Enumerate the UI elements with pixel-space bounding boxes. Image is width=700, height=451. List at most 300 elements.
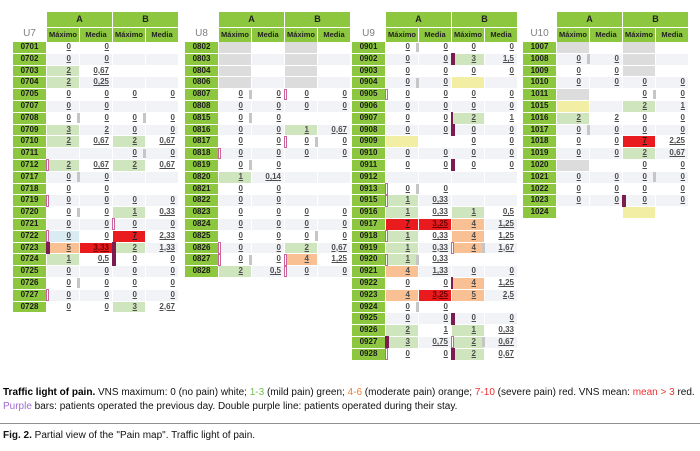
media-value: 0 [276,254,281,264]
max-cell [386,101,418,112]
column-pair-a [385,42,451,53]
patient-row [13,101,179,113]
max-value: 0 [238,124,243,134]
row-label: 0711 [13,148,46,159]
row-label: 0923 [352,290,385,301]
max-value: 0 [238,112,243,122]
media-value: 0,67 [669,148,685,158]
media-cell [80,207,112,218]
media-value: 0 [276,183,281,193]
media-value: 0 [680,89,685,99]
gray-indicator-bar [77,208,80,218]
column-pair-a [46,207,112,218]
media-value: 0 [509,124,514,134]
media-cell [252,195,284,206]
patient-row [352,349,518,361]
max-cell [47,125,79,136]
patient-row [352,136,518,148]
media-cell [419,278,451,289]
max-value: 0 [238,136,243,146]
media-value: 3,33 [93,242,109,252]
column-pair-b [112,207,178,218]
row-label: 0907 [352,113,385,124]
media-value: 0,67 [93,65,109,75]
media-cell [318,243,350,254]
row-label: 0720 [13,207,46,218]
column-pair-a [218,231,284,242]
max-cell [113,195,145,206]
media-value: 0 [509,42,514,51]
max-cell [219,184,251,195]
media-value: 0 [443,89,448,99]
max-cell [113,113,145,124]
media-cell [318,148,350,159]
column-pair-a [556,77,622,88]
max-value: 0 [471,148,476,158]
media-cell [656,113,688,124]
media-cell [485,148,517,159]
media-cell [485,290,517,301]
subcolumn-header: Máximo [219,28,251,42]
column-pair-a [385,125,451,136]
media-value: 0,67 [331,242,347,252]
max-value: 0 [304,230,309,240]
max-cell [113,54,145,65]
media-value: 0 [509,100,514,110]
media-cell [318,136,350,147]
max-value: 0 [66,230,71,240]
subcolumn-header: Media [80,28,112,42]
max-value: 0 [238,207,243,217]
gray-indicator-bar [416,255,419,265]
media-value: 0 [443,42,448,51]
fig-caption-label: Fig. 2. [3,430,32,441]
media-cell [252,42,284,53]
media-value: 0 [680,124,685,134]
unit-label: U7 [23,28,36,39]
column-pair-b [622,125,688,136]
max-cell [557,195,589,206]
column-pair-a [556,207,622,218]
media-cell [590,101,622,112]
row-label: 0722 [13,231,46,242]
patient-row [185,266,351,278]
column-pair-b [622,66,688,77]
purple-bar [112,242,116,254]
row-label: 1015 [523,101,556,112]
column-pair-a [385,254,451,265]
max-value: 0 [66,277,71,287]
media-cell [590,207,622,218]
media-cell [485,266,517,277]
max-cell [623,54,655,65]
column-pair-a [556,42,622,53]
media-cell [590,66,622,77]
column-pair-b [284,219,350,230]
column-pair-b [284,172,350,183]
row-label: 0902 [352,54,385,65]
max-cell [219,254,251,265]
column-pair-a [218,77,284,88]
unit-table-u9 [352,12,518,361]
max-value: 0 [304,100,309,110]
max-value: 0 [642,77,647,87]
column-pair-a [385,172,451,183]
column-pair-b [451,219,517,230]
column-group-header-a: A [386,12,451,27]
media-cell [419,337,451,348]
max-value: 0 [132,148,137,158]
column-pair-a [218,66,284,77]
media-value: 0 [104,42,109,51]
patient-row [13,254,179,266]
media-value: 0,5 [502,207,514,217]
patient-row [185,89,351,101]
media-value: 0 [443,301,448,311]
purple-bar [451,124,455,136]
max-value: 0 [471,159,476,169]
legend-segment: 7-10 [474,387,495,398]
row-label-spacer [523,12,556,27]
row-label: 0726 [13,278,46,289]
column-pair-a [556,101,622,112]
media-cell [419,184,451,195]
media-value: 1 [680,100,685,110]
column-pair-a [385,290,451,301]
patient-row [185,77,351,89]
gray-indicator-bar [653,172,656,182]
media-value: 0 [680,112,685,122]
patient-row [13,172,179,184]
max-value: 7 [405,218,410,228]
media-cell [656,207,688,218]
media-value: 0,67 [159,159,175,169]
media-cell [252,160,284,171]
row-label: 0718 [13,184,46,195]
row-label: 1011 [523,89,556,100]
column-pair-b [451,148,517,159]
max-value: 2 [66,159,71,169]
legend-segment: bars: patients operated the previous day. Double purple line: patients operated during their stay. [31,400,458,412]
column-pair-a [556,136,622,147]
column-pair-b [284,266,350,277]
max-cell [285,89,317,100]
column-pair-b [622,195,688,206]
media-cell [80,266,112,277]
group-header-row [185,12,351,27]
patient-row [185,160,351,172]
column-pair-a [46,243,112,254]
media-cell [419,42,451,53]
max-value: 0 [66,301,71,311]
row-label: 0721 [13,219,46,230]
media-cell [80,125,112,136]
media-value: 1,33 [159,242,175,252]
media-cell [485,184,517,195]
max-cell [285,254,317,265]
patient-row [13,195,179,207]
column-pair-b [451,42,517,53]
media-cell [318,195,350,206]
media-value: 0 [276,136,281,146]
column-pair-a [218,172,284,183]
media-value: 0 [170,195,175,205]
max-value: 0 [132,124,137,134]
max-cell [623,89,655,100]
column-pair-b [622,172,688,183]
column-group-header-b: B [452,12,517,27]
column-pair-a [385,231,451,242]
media-value: 0 [443,53,448,63]
patient-row [352,101,518,113]
max-cell [452,313,484,324]
max-cell [386,172,418,183]
media-cell [146,101,178,112]
media-value: 0 [276,100,281,110]
media-cell [146,54,178,65]
max-cell [386,302,418,313]
patient-row [185,125,351,137]
media-cell [419,160,451,171]
column-pair-b [622,136,688,147]
row-label: 0915 [352,195,385,206]
purple-bar [451,159,455,171]
patient-row [352,66,518,78]
column-pair-b [451,136,517,147]
max-value: 0 [132,254,137,264]
column-pair-b [284,160,350,171]
column-pair-a [385,207,451,218]
max-value: 0 [238,89,243,99]
media-cell [252,125,284,136]
media-cell [80,148,112,159]
double-purple-line [385,195,388,207]
patient-row [13,243,179,255]
patient-row [352,125,518,137]
max-cell [386,54,418,65]
gray-indicator-bar [482,243,485,253]
media-cell [146,160,178,171]
max-cell [386,231,418,242]
patient-row [523,136,689,148]
double-purple-line [46,289,49,301]
media-cell [656,125,688,136]
media-value: 2,5 [502,289,514,299]
max-cell [557,148,589,159]
media-cell [656,172,688,183]
patient-row [352,254,518,266]
max-value: 0 [642,183,647,193]
max-cell [623,77,655,88]
media-cell [318,113,350,124]
media-value: 0 [276,230,281,240]
column-pair-b [451,266,517,277]
column-pair-b [451,290,517,301]
max-cell [285,77,317,88]
column-pair-a [218,254,284,265]
column-pair-b [284,254,350,265]
max-value: 1 [405,230,410,240]
group-header-row [13,12,179,27]
column-pair-a [385,113,451,124]
media-value: 0 [443,183,448,193]
max-cell [47,89,79,100]
subcolumn-header: Media [485,28,517,42]
max-value: 0 [238,242,243,252]
patient-row [523,207,689,219]
patient-row [523,148,689,160]
media-cell [485,231,517,242]
max-cell [386,219,418,230]
column-pair-b [622,54,688,65]
max-value: 2 [132,159,137,169]
max-cell [113,160,145,171]
max-cell [47,77,79,88]
row-label: 0802 [185,42,218,53]
patient-row [352,160,518,172]
row-label: 0806 [185,77,218,88]
max-cell [452,101,484,112]
column-group-header-a: A [47,12,112,27]
media-value: 0 [509,136,514,146]
max-cell [47,42,79,53]
column-pair-b [112,125,178,136]
subcolumn-header: Media [590,28,622,42]
row-label: 1024 [523,207,556,218]
patient-row [185,172,351,184]
row-label: 0911 [352,160,385,171]
max-cell [113,254,145,265]
max-cell [47,207,79,218]
column-pair-a [46,77,112,88]
media-value: 0 [342,148,347,158]
max-value: 0 [66,218,71,228]
row-label: 0717 [13,172,46,183]
column-pair-b [112,243,178,254]
media-cell [590,89,622,100]
max-value: 0 [576,148,581,158]
column-pair-b [622,89,688,100]
max-cell [452,42,484,53]
column-pair-a [46,148,112,159]
max-cell [557,42,589,53]
media-cell [485,337,517,348]
max-cell [386,184,418,195]
max-cell [113,219,145,230]
max-value: 0 [642,171,647,181]
column-pair-b [451,101,517,112]
max-value: 0 [405,42,410,51]
max-cell [452,195,484,206]
max-cell [47,136,79,147]
media-value: 0,67 [159,136,175,146]
row-label: 0719 [13,195,46,206]
unit-table-u8 [185,12,351,278]
max-value: 0 [405,159,410,169]
column-pair-b [112,219,178,230]
media-cell [80,136,112,147]
media-cell [590,77,622,88]
row-label: 0702 [13,54,46,65]
column-pair-a [385,313,451,324]
media-value: 3,25 [432,289,448,299]
max-cell [386,313,418,324]
row-label: 0905 [352,89,385,100]
media-cell [252,148,284,159]
row-label: 1022 [523,184,556,195]
media-cell [485,113,517,124]
max-cell [113,136,145,147]
column-pair-b [112,148,178,159]
max-cell [219,136,251,147]
max-value: 0 [405,65,410,75]
max-cell [219,148,251,159]
gray-indicator-bar [653,90,656,100]
max-cell [113,172,145,183]
column-pair-a [218,125,284,136]
max-value: 4 [471,277,476,287]
column-pair-b [622,148,688,159]
column-pair-b [112,101,178,112]
row-label: 0903 [352,66,385,77]
media-cell [80,101,112,112]
patient-row [185,243,351,255]
max-value: 0 [471,266,476,276]
column-pair-a [556,54,622,65]
patient-row [352,42,518,54]
media-cell [485,66,517,77]
row-label: 0928 [352,349,385,360]
max-cell [452,66,484,77]
media-cell [419,254,451,265]
column-pair-b [112,302,178,313]
max-cell [452,290,484,301]
media-cell [485,172,517,183]
media-value: 0 [443,65,448,75]
row-label: 0821 [185,184,218,195]
max-cell [47,54,79,65]
media-cell [485,160,517,171]
media-value: 0,5 [269,266,281,276]
unit-label: U10 [530,28,549,39]
media-value: 1,5 [502,53,514,63]
double-purple-line [284,89,287,101]
max-cell [285,54,317,65]
max-value: 0 [66,266,71,276]
column-pair-a [218,136,284,147]
max-cell [386,325,418,336]
max-value: 4 [405,289,410,299]
unit-table-u10 [523,12,689,219]
column-pair-a [385,136,451,147]
media-cell [146,113,178,124]
media-cell [80,172,112,183]
row-label: 0922 [352,278,385,289]
patient-row [352,148,518,160]
patient-row [185,113,351,125]
subcolumn-header: Media [656,28,688,42]
max-value: 0 [238,100,243,110]
column-pair-a [556,160,622,171]
patient-row [13,231,179,243]
column-pair-b [112,278,178,289]
max-cell [557,66,589,77]
row-label: 1017 [523,125,556,136]
row-label: 0918 [352,231,385,242]
column-pair-a [46,266,112,277]
max-cell [113,243,145,254]
column-pair-b [622,160,688,171]
